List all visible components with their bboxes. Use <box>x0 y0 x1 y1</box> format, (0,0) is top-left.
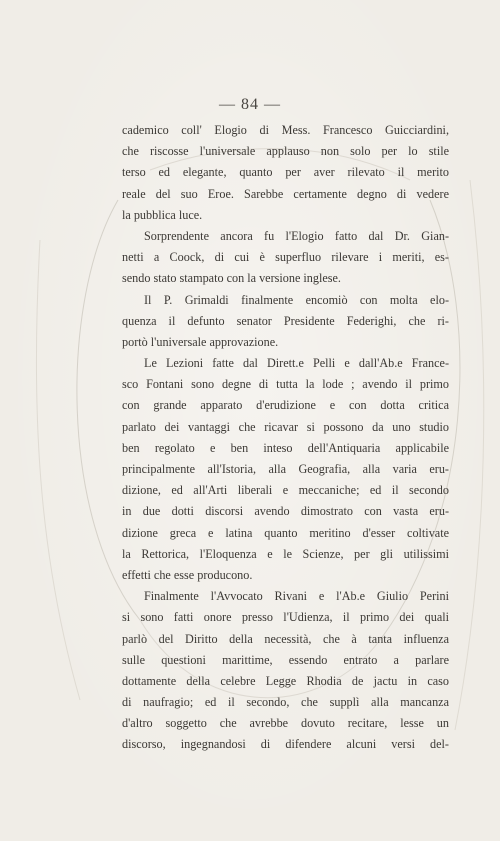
text-line: terso ed elegante, quanto per aver rilevato il merito <box>122 165 449 180</box>
text-line: Sorprendente ancora fu l'Elogio fatto dal Dr. Gian- <box>144 228 449 243</box>
text-line: ben regolato e ben inteso dell'Antiquaria applicabile <box>122 440 449 455</box>
text-line: discorso, ingegnandosi di difendere alcuni versi del- <box>122 737 449 752</box>
text-line: sco Fontani sono degne di tutta la lode ; avendo il primo <box>122 377 449 392</box>
text-line: reale del suo Eroe. Sarebbe certamente degno di vedere <box>122 186 449 201</box>
text-line: di naufragio; ed il secondo, che supplì alla mancanza <box>122 695 449 710</box>
text-line: d'altro soggetto che avrebbe dovuto recitare, lesse un <box>122 716 449 731</box>
text-line: la pubblica luce. <box>122 207 203 222</box>
text-line: con grande apparato d'erudizione e con dotta critica <box>122 398 449 413</box>
text-line: la Rettorica, l'Eloquenza e le Scienze, per gli utilissimi <box>122 546 449 561</box>
text-line: dottamente della celebre Legge Rhodia de jactu in caso <box>122 673 449 688</box>
text-line: cademico coll' Elogio di Mess. Francesco Guicciardini, <box>122 123 449 137</box>
text-line: Il P. Grimaldi finalmente encomiò con molta elo- <box>144 292 449 307</box>
text-line: portò l'universale approvazione. <box>122 334 279 349</box>
text-line: parlato dei vantaggi che ricavar si possono da uno studio <box>122 419 449 434</box>
text-line: parlò del Diritto della necessità, che à tanta influenza <box>122 631 449 646</box>
text-line: si sono fatti onore presso l'Udienza, il primo dei quali <box>122 610 449 625</box>
text-line: in due dotti discorsi avendo dimostrato con vasta eru- <box>122 504 449 519</box>
body-text <box>122 120 449 756</box>
text-line: principalmente all'Istoria, alla Geografia, alla varia eru- <box>122 462 449 476</box>
text-line: sulle questioni marittime, essendo entrato a parlare <box>122 652 449 667</box>
text-line: dizione greca e latina quanto meritino d'esser coltivate <box>122 525 449 540</box>
text-line: Le Lezioni fatte dal Dirett.e Pelli e dall'Ab.e France- <box>144 356 449 371</box>
text-line: quenza il defunto senator Presidente Federighi, che ri- <box>122 313 449 328</box>
text-line: che riscosse l'universale applauso non solo per lo stile <box>122 144 449 159</box>
page-number: — 84 — <box>219 96 281 113</box>
text-line: effetti che esse producono. <box>122 567 253 582</box>
text-line: netti a Coock, di cui è superfluo rilevare i meriti, es- <box>122 250 449 265</box>
text-line: sendo stato stampato con la versione inglese. <box>122 271 341 286</box>
text-line: Finalmente l'Avvocato Rivani e l'Ab.e Giulio Perini <box>144 589 449 604</box>
text-line: dizione, ed all'Arti liberali e meccaniche; ed il secondo <box>122 483 449 498</box>
